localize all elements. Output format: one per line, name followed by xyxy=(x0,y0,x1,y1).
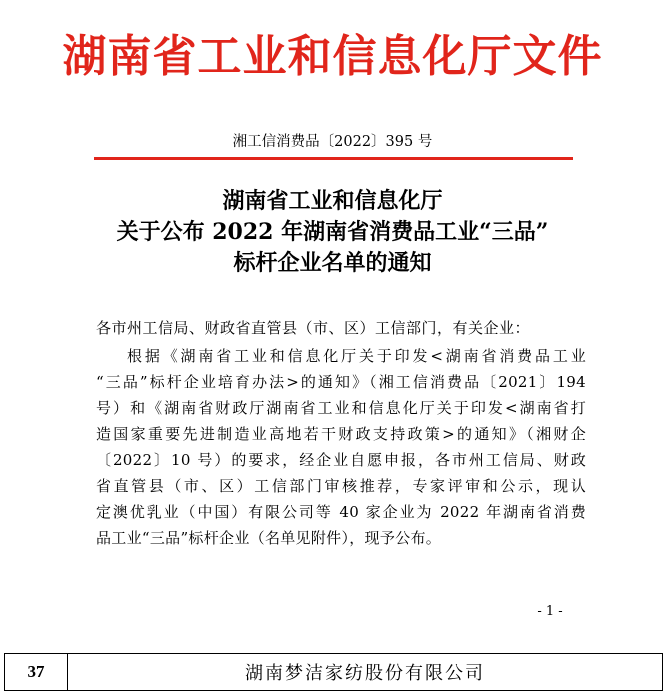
page-number: - 1 - xyxy=(537,604,563,619)
document-number: 湘工信消费品〔2022〕395 号 xyxy=(232,134,433,150)
company-name-cell: 湖南梦洁家纺股份有限公司 xyxy=(68,654,663,691)
title-line-3: 标杆企业名单的通知 xyxy=(233,250,432,276)
body-line: 省直管县（市、区）工信部门审核推荐，专家评审和公示，现认 xyxy=(96,477,586,495)
body-line: 根据《湖南省工业和信息化厅关于印发<湖南省消费品工业 xyxy=(127,347,586,365)
body-line: 品工业“三品”标杆企业（名单见附件），现予公布。 xyxy=(96,529,442,547)
body-line: 定澳优乳业（中国）有限公司等 40 家企业为 2022 年湖南省消费 xyxy=(96,503,586,521)
red-divider-rule xyxy=(94,157,573,160)
body-line: 造国家重要先进制造业高地若干财政支持政策>的通知》（湘财企 xyxy=(96,425,586,443)
title-line-2: 关于公布 2022 年湖南省消费品工业“三品” xyxy=(116,219,549,245)
title-line-1: 湖南省工业和信息化厅 xyxy=(222,188,443,214)
table-row xyxy=(5,654,663,691)
salutation: 各市州工信局、财政省直管县（市、区）工信部门，有关企业： xyxy=(96,319,531,337)
body-line: 〔2022〕10 号）的要求，经企业自愿申报，各市州工信局、财政 xyxy=(96,451,586,469)
attachment-table xyxy=(4,653,663,691)
masthead-title: 湖南省工业和信息化厅文件 xyxy=(62,31,603,82)
body-line: 号）和《湖南省财政厅湖南省工业和信息化厅关于印发<湖南省打 xyxy=(96,399,586,417)
body-line: “三品”标杆企业培育办法>的通知》（湘工信消费品〔2021〕194 xyxy=(96,373,586,391)
row-number-cell: 37 xyxy=(5,654,68,691)
body-paragraph xyxy=(96,343,586,551)
notice-title xyxy=(60,186,605,279)
